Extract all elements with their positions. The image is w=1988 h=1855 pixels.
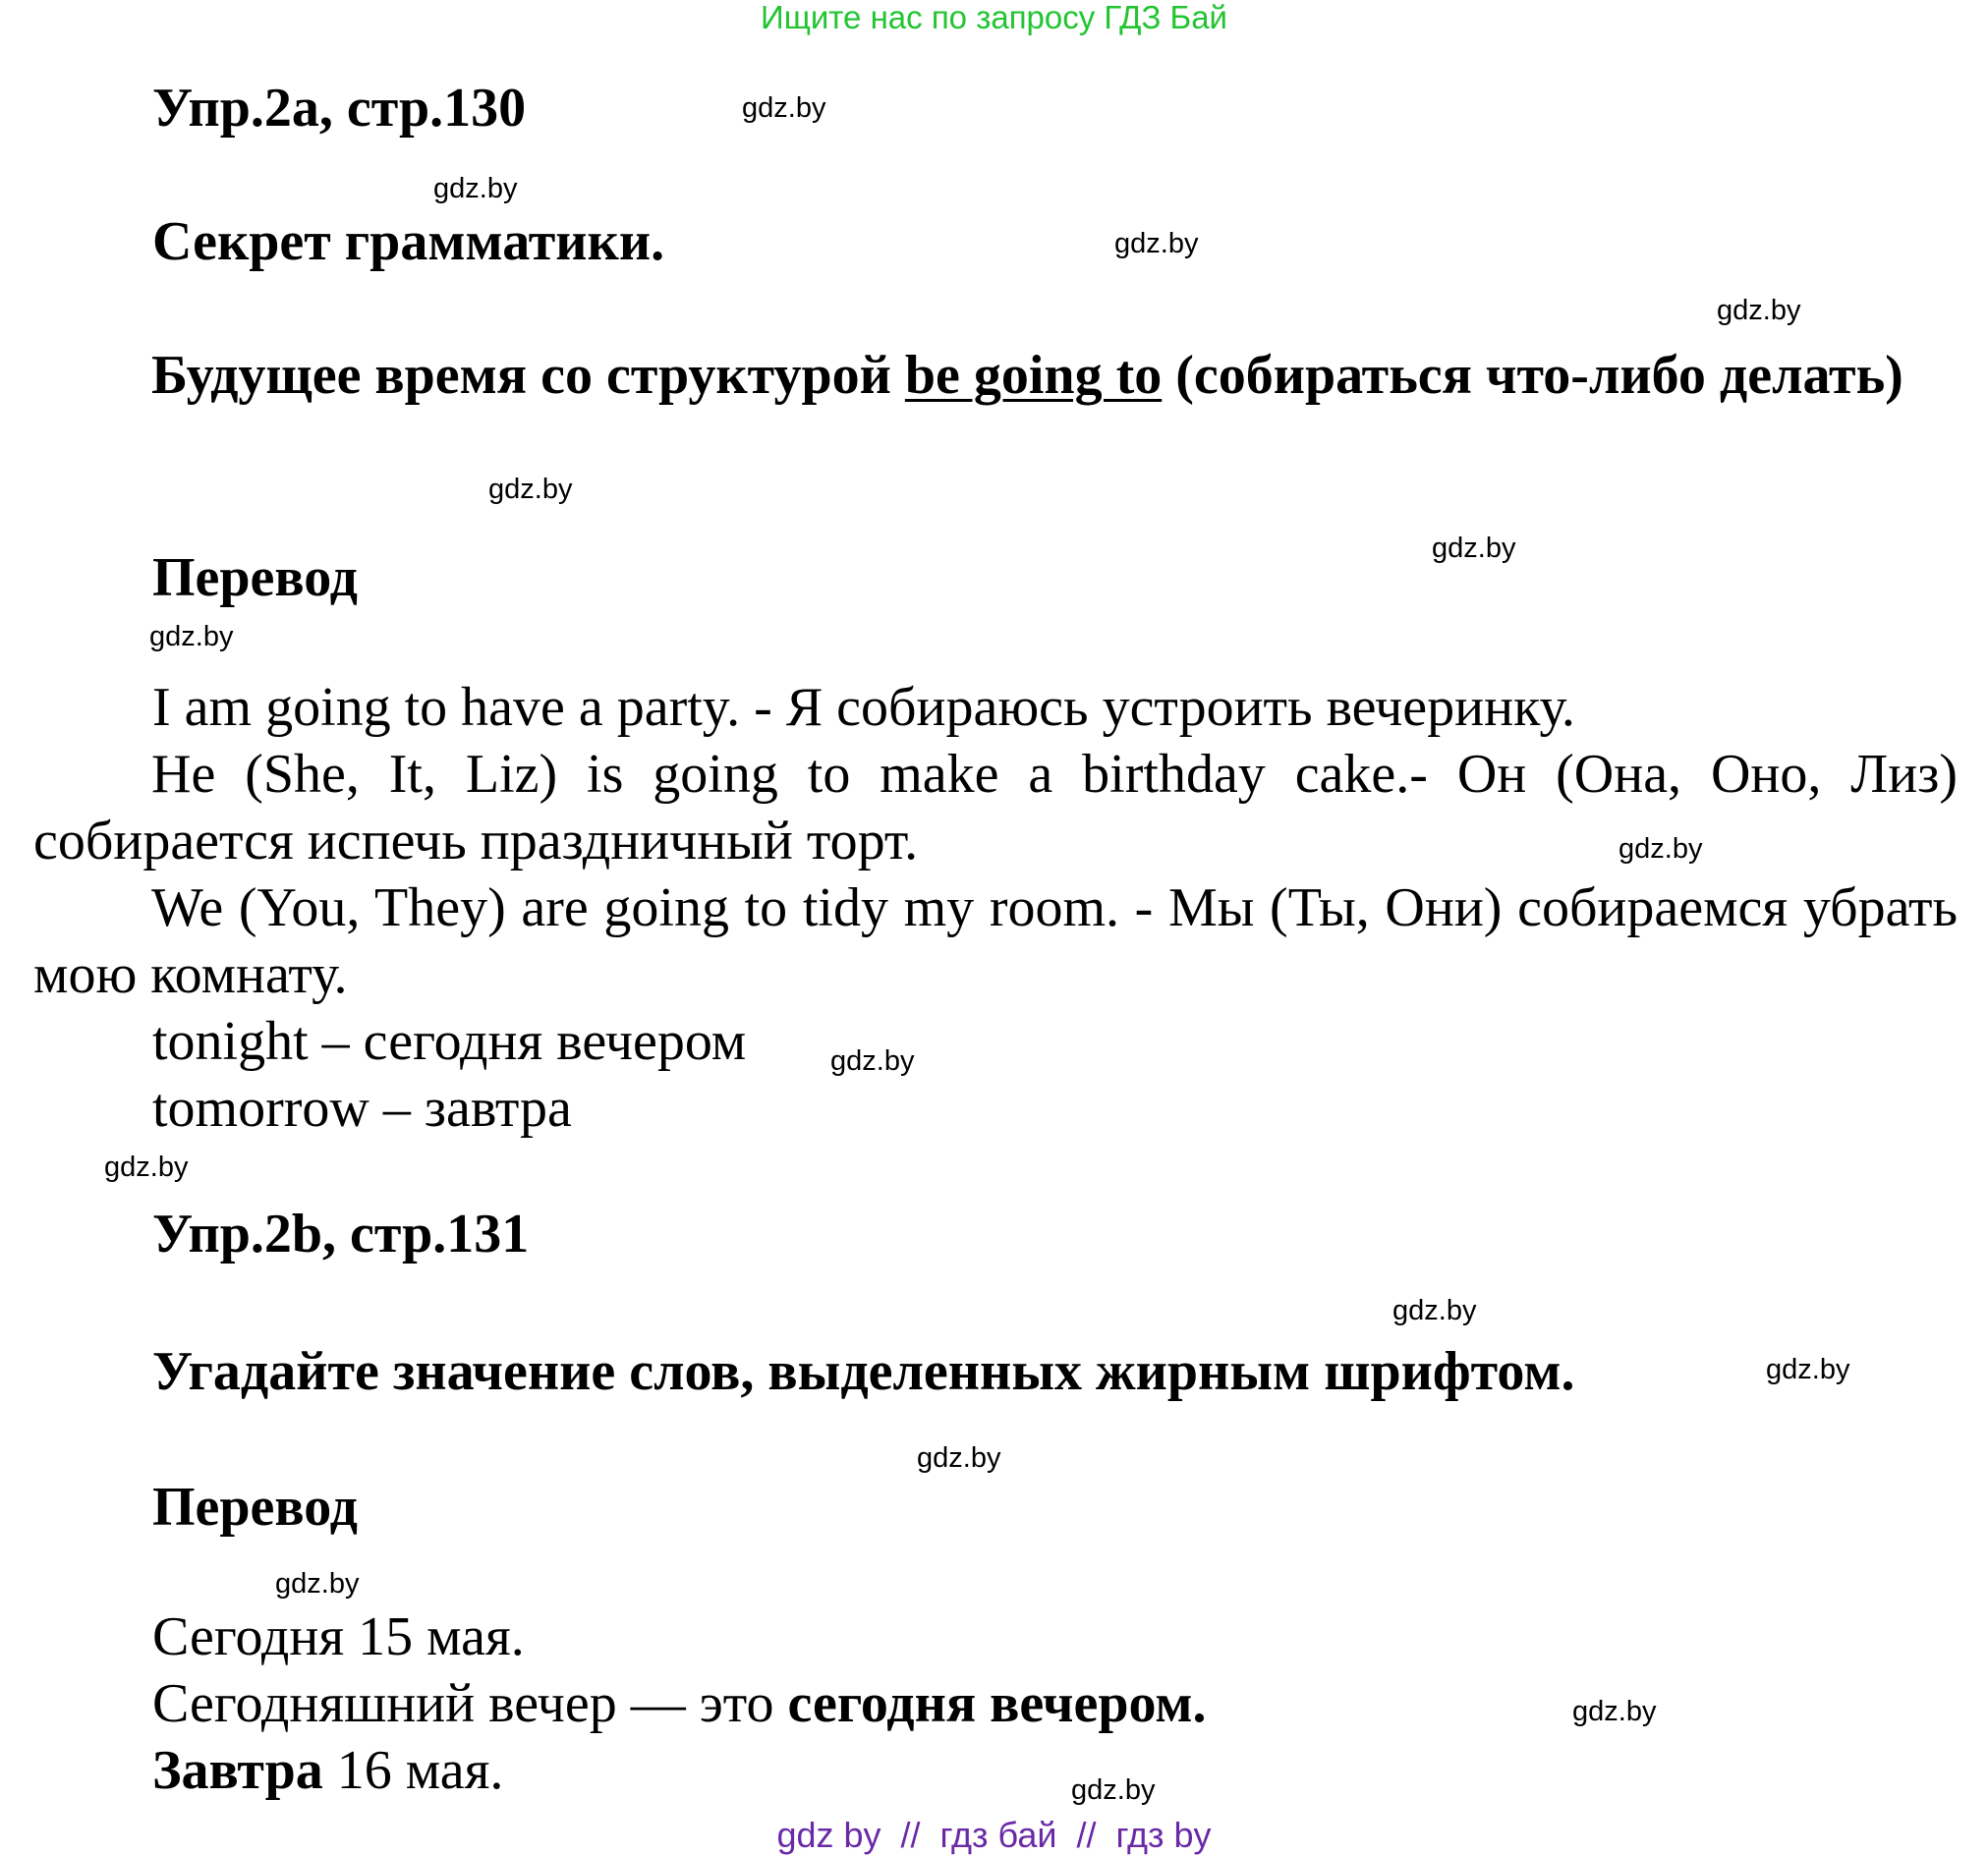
translation-heading-2b: Перевод xyxy=(152,1477,358,1538)
bottom-banner: gdz by // гдз бай // гдз by xyxy=(776,1815,1212,1855)
answer-line-3 xyxy=(152,1737,503,1804)
exercise-title-2a: Упр.2а, стр.130 xyxy=(152,78,527,139)
watermark: gdz.by xyxy=(830,1045,915,1077)
exercise-title-2b: Упр.2b, стр.131 xyxy=(152,1204,530,1265)
watermark: gdz.by xyxy=(104,1152,189,1183)
exercise-subtitle-2b: Угадайте значение слов, выделенных жирным шрифтом. xyxy=(152,1341,1575,1402)
watermark: gdz.by xyxy=(433,173,518,204)
grammar-rule-highlight: be going to xyxy=(904,345,1163,406)
translation-line-3: We (You, They) are going to tidy my room. - Мы (Ты, Они) собираемся убрать мою комнату. xyxy=(33,877,1958,1005)
watermark: gdz.by xyxy=(488,474,573,505)
watermark: gdz.by xyxy=(149,621,234,652)
answer-line-2 xyxy=(152,1670,1207,1737)
watermark: gdz.by xyxy=(275,1568,360,1600)
grammar-rule-text: Будущее время со структурой xyxy=(151,345,891,406)
top-banner: Ищите нас по запросу ГДЗ Бай xyxy=(761,0,1227,35)
watermark: gdz.by xyxy=(1766,1354,1850,1385)
exercise-subtitle-2a: Секрет грамматики. xyxy=(152,211,665,272)
answer-line-2-bold: сегодня вечером. xyxy=(787,1673,1207,1734)
answer-line-3-text: 16 мая. xyxy=(336,1740,504,1801)
translation-line-2: He (She, It, Liz) is going to make a birthday cake.- Он (Она, Оно, Лиз) собирается испечь праздничный торт. xyxy=(33,744,1958,871)
answer-line-2-text: Сегодняшний вечер — это xyxy=(152,1673,774,1734)
grammar-rule-meaning: (собираться что-либо делать) xyxy=(1175,345,1903,406)
watermark: gdz.by xyxy=(917,1442,1001,1474)
watermark: gdz.by xyxy=(1432,533,1516,564)
watermark: gdz.by xyxy=(742,92,826,124)
watermark: gdz.by xyxy=(1619,833,1703,865)
watermark: gdz.by xyxy=(1392,1295,1477,1326)
answer-line-3-bold: Завтра xyxy=(152,1740,323,1801)
translation-line-1: I am going to have a party. - Я собираюсь устроить вечеринку. xyxy=(152,677,1575,738)
watermark: gdz.by xyxy=(1572,1696,1657,1727)
vocab-tonight: tonight – сегодня вечером xyxy=(152,1011,747,1072)
vocab-tomorrow: tomorrow – завтра xyxy=(152,1078,572,1139)
grammar-rule xyxy=(33,342,1958,409)
watermark: gdz.by xyxy=(1114,228,1199,259)
answer-line-1: Сегодня 15 мая. xyxy=(152,1606,525,1667)
watermark: gdz.by xyxy=(1071,1774,1156,1806)
translation-heading-2a: Перевод xyxy=(152,547,358,608)
watermark: gdz.by xyxy=(1717,295,1801,326)
